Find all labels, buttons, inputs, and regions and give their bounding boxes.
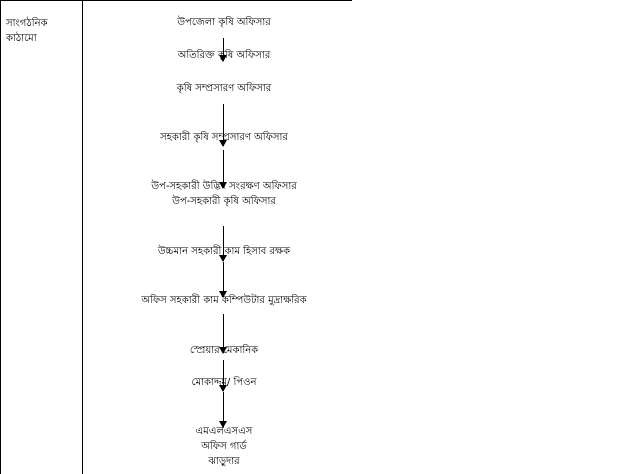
node-agriculture-extension-officer: কৃষি সম্প্রসারণ অফিসার [176, 83, 272, 94]
section-label-line2: কাঠামো [6, 33, 37, 44]
node-sub-assistant-agriculture-officer: উপ-সহকারী কৃষি অফিসার [172, 196, 276, 207]
node-sweeper: ঝাড়ুদার [208, 456, 240, 467]
arrow-down-icon [223, 392, 224, 427]
table-column-divider [82, 0, 83, 474]
node-office-guard: অফিস গার্ড [201, 441, 247, 452]
node-office-assistant-typist: অফিস সহকারী কাম কম্পিউটার মুদ্রাক্ষরিক [141, 295, 307, 306]
section-label [6, 16, 80, 46]
arrow-down-icon [223, 262, 224, 297]
node-additional-agriculture-officer: অতিরিক্ত কৃষি অফিসার [177, 50, 271, 61]
node-upper-division-assistant: উচ্চমান সহকারী কাম হিসাব রক্ষক [157, 246, 291, 257]
section-label-line1: সাংগঠনিক [6, 18, 48, 29]
node-support-staff [104, 424, 344, 469]
node-upazila-agriculture-officer: উপজেলা কৃষি অফিসার [177, 17, 271, 28]
node-mokaddam-peon: মোকাদ্দম/ পিওন [191, 377, 257, 388]
node-sub-assistant-officers [104, 179, 344, 209]
node-sprayer-mechanic: স্প্রেয়ার মেকানিক [189, 345, 259, 356]
table-top-border [0, 0, 352, 1]
node-sub-assistant-plant-protection-officer: উপ-সহকারী উদ্ভিদ সংরক্ষণ অফিসার [151, 181, 297, 192]
table-left-border [0, 0, 1, 474]
node-assistant-agriculture-extension-officer: সহকারী কৃষি সম্প্রসারণ অফিসার [160, 132, 288, 143]
node-mlss: এমএলএসএস [195, 426, 253, 437]
